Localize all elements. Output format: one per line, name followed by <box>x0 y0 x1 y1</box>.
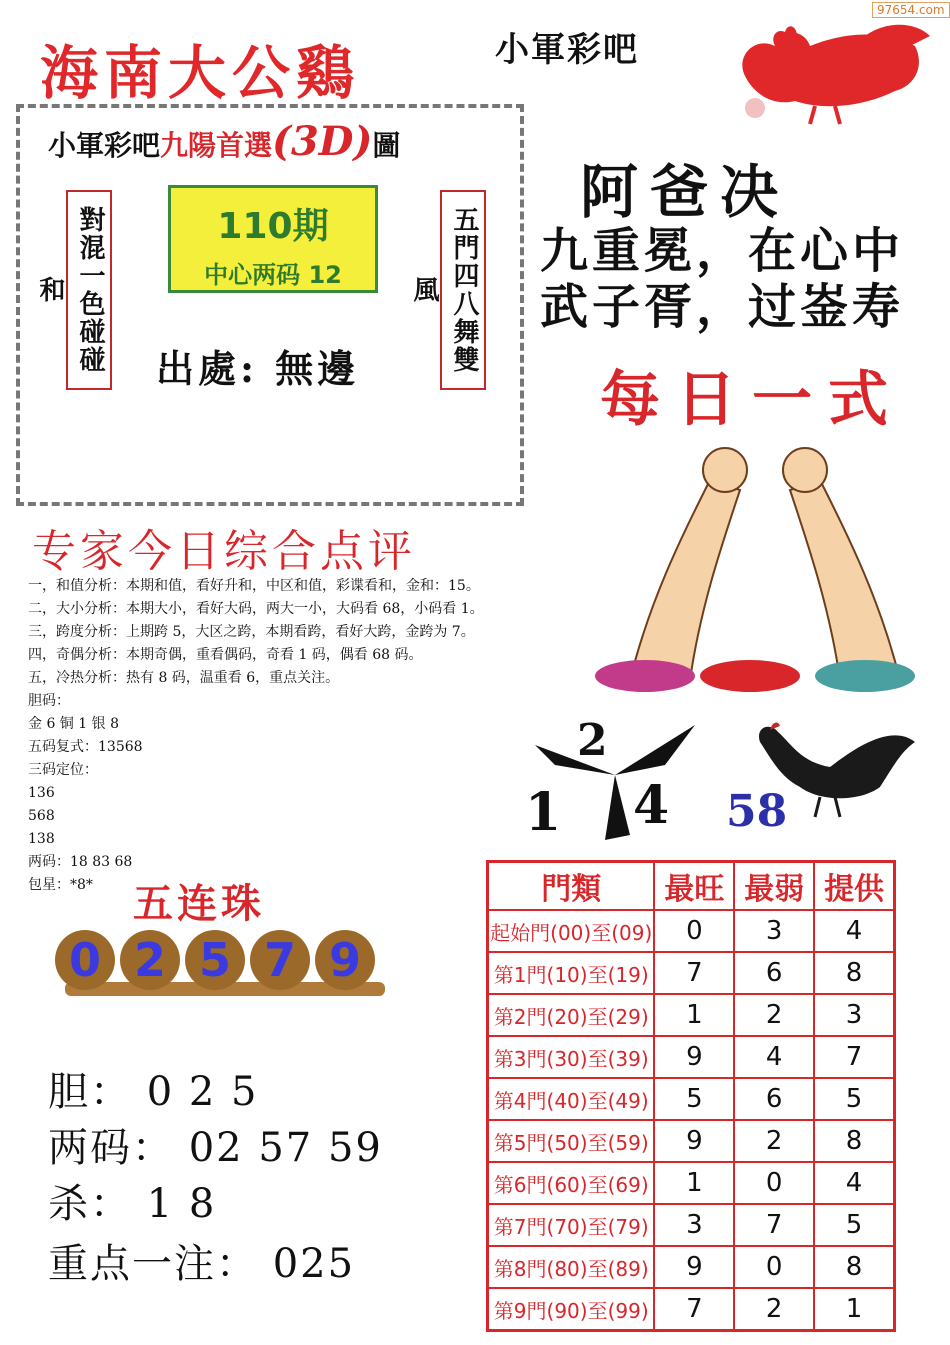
arm-wrestling-image <box>590 440 940 710</box>
max-cell: 7 <box>654 1288 734 1331</box>
give-cell: 8 <box>814 952 894 994</box>
min-cell: 7 <box>734 1204 814 1246</box>
bead-digit: 9 <box>328 933 362 987</box>
panel-title-3d: (3D) <box>272 118 373 165</box>
min-cell: 3 <box>734 910 814 952</box>
analysis-line: 五，冷热分析：热有 8 码，温重看 6，重点关注。 <box>28 670 340 686</box>
analysis-line: 一，和值分析：本期和值，看好升和，中区和值，彩谍看和，金和：15。 <box>28 578 480 594</box>
max-cell: 1 <box>654 994 734 1036</box>
pick-graphic <box>515 705 715 845</box>
analysis-line: 两码：18 83 68 <box>28 854 133 870</box>
give-cell: 8 <box>814 1120 894 1162</box>
analysis-line: 金 6 铜 1 银 8 <box>28 716 119 732</box>
give-cell: 3 <box>814 994 894 1036</box>
analysis-line: 包星：*8* <box>28 877 93 893</box>
max-cell: 3 <box>654 1204 734 1246</box>
source-text: 出處: 無邊 <box>156 346 360 391</box>
gate-cell: 第7門(70)至(79) <box>488 1204 655 1246</box>
min-cell: 4 <box>734 1036 814 1078</box>
liangma-line: 两码： 02 57 59 <box>48 1125 383 1171</box>
gate-cell: 第2門(20)至(29) <box>488 994 655 1036</box>
analysis-line: 136 <box>28 785 55 801</box>
gate-cell: 第9門(90)至(99) <box>488 1288 655 1331</box>
max-cell: 5 <box>654 1078 734 1120</box>
analysis-line: 胆码： <box>28 693 70 709</box>
table-row <box>488 994 895 1036</box>
panel-title <box>48 118 400 165</box>
min-cell: 6 <box>734 1078 814 1120</box>
max-cell: 0 <box>654 910 734 952</box>
bead-digit: 0 <box>68 933 102 987</box>
brand-name: 小軍彩吧 <box>495 30 639 70</box>
issue-number: 110期 <box>217 206 329 247</box>
analysis-line: 五码复式：13568 <box>28 739 143 755</box>
expert-title: 专家今日综合点评 <box>32 526 416 577</box>
sha-line: 杀： 1 8 <box>48 1181 217 1227</box>
pick-digit-4: 4 <box>633 775 670 836</box>
give-cell: 8 <box>814 1246 894 1288</box>
table-row <box>488 1120 895 1162</box>
analysis-line: 138 <box>28 831 55 847</box>
table-row <box>488 1162 895 1204</box>
zhongdian-line: 重点一注： 025 <box>48 1241 356 1287</box>
give-cell: 5 <box>814 1204 894 1246</box>
gate-table <box>486 860 896 1332</box>
rooster-papercut-image <box>715 16 935 126</box>
give-cell: 4 <box>814 1162 894 1204</box>
poem-title: 阿爸决 <box>580 158 791 226</box>
min-cell: 0 <box>734 1162 814 1204</box>
gate-cell: 起始門(00)至(09) <box>488 910 655 952</box>
min-cell: 2 <box>734 1288 814 1331</box>
max-cell: 9 <box>654 1246 734 1288</box>
site-tag[interactable]: 97654.com <box>872 2 950 18</box>
col-header-min: 最弱 <box>734 862 814 911</box>
col-header-gate: 門類 <box>488 862 655 911</box>
issue-box <box>168 185 378 293</box>
bead-digit: 5 <box>198 933 232 987</box>
panel-title-red: 九陽首選 <box>160 129 273 162</box>
col-header-give: 提供 <box>814 862 894 911</box>
bead-digit: 7 <box>263 933 297 987</box>
analysis-line: 568 <box>28 808 55 824</box>
max-cell: 1 <box>654 1162 734 1204</box>
max-cell: 9 <box>654 1120 734 1162</box>
gate-cell: 第1門(10)至(19) <box>488 952 655 994</box>
bead-digit: 2 <box>133 933 167 987</box>
min-cell: 6 <box>734 952 814 994</box>
analysis-line: 四，奇偶分析：本期奇偶，重看偶码，奇看 1 码，偶看 68 码。 <box>28 647 423 663</box>
table-row <box>488 1246 895 1288</box>
table-row <box>488 910 895 952</box>
give-cell: 5 <box>814 1078 894 1120</box>
table-row <box>488 1288 895 1331</box>
pick-digit-2: 2 <box>577 715 608 766</box>
beads-title: 五连珠 <box>133 880 265 927</box>
pick-extra: 58 <box>726 786 788 837</box>
table-header-row <box>488 862 895 911</box>
table-row <box>488 1036 895 1078</box>
pick-digit-1: 1 <box>525 782 562 843</box>
gate-cell: 第6門(60)至(69) <box>488 1162 655 1204</box>
gate-cell: 第8門(80)至(89) <box>488 1246 655 1288</box>
col-header-max: 最旺 <box>654 862 734 911</box>
min-cell: 0 <box>734 1246 814 1288</box>
analysis-line: 二，大小分析：本期大小，看好大码，两大一小，大码看 68，小码看 1。 <box>28 601 484 617</box>
daily-title: 每日一式 <box>600 365 904 435</box>
table-row <box>488 1078 895 1120</box>
left-vertical-text: 對混一色碰碰和 <box>66 190 112 390</box>
main-title: 海南大公鷄 <box>40 39 361 107</box>
give-cell: 7 <box>814 1036 894 1078</box>
poem-line-2: 武子胥，过崟寿 <box>540 279 905 335</box>
poem-line-1: 九重冕，在心中 <box>540 223 905 279</box>
panel-title-suffix: 圖 <box>372 129 401 162</box>
give-cell: 4 <box>814 910 894 952</box>
right-vertical-text: 五門四八舞雙風 <box>440 190 486 390</box>
analysis-line: 三，跨度分析：上期跨 5，大区之跨，本期看跨，看好大跨，金跨为 7。 <box>28 624 475 640</box>
dan-line: 胆： 0 2 5 <box>48 1069 259 1115</box>
table-row <box>488 1204 895 1246</box>
gate-cell: 第5門(50)至(59) <box>488 1120 655 1162</box>
table-row <box>488 952 895 994</box>
max-cell: 9 <box>654 1036 734 1078</box>
min-cell: 2 <box>734 994 814 1036</box>
min-cell: 2 <box>734 1120 814 1162</box>
beads-graphic <box>55 920 395 1000</box>
panel-title-prefix: 小軍彩吧 <box>48 129 161 162</box>
gate-cell: 第3門(30)至(39) <box>488 1036 655 1078</box>
gate-cell: 第4門(40)至(49) <box>488 1078 655 1120</box>
analysis-line: 三码定位： <box>28 762 98 778</box>
center-code: 中心两码 12 <box>204 261 342 289</box>
max-cell: 7 <box>654 952 734 994</box>
give-cell: 1 <box>814 1288 894 1331</box>
analysis-text <box>28 575 484 897</box>
rooster-image <box>740 712 920 822</box>
